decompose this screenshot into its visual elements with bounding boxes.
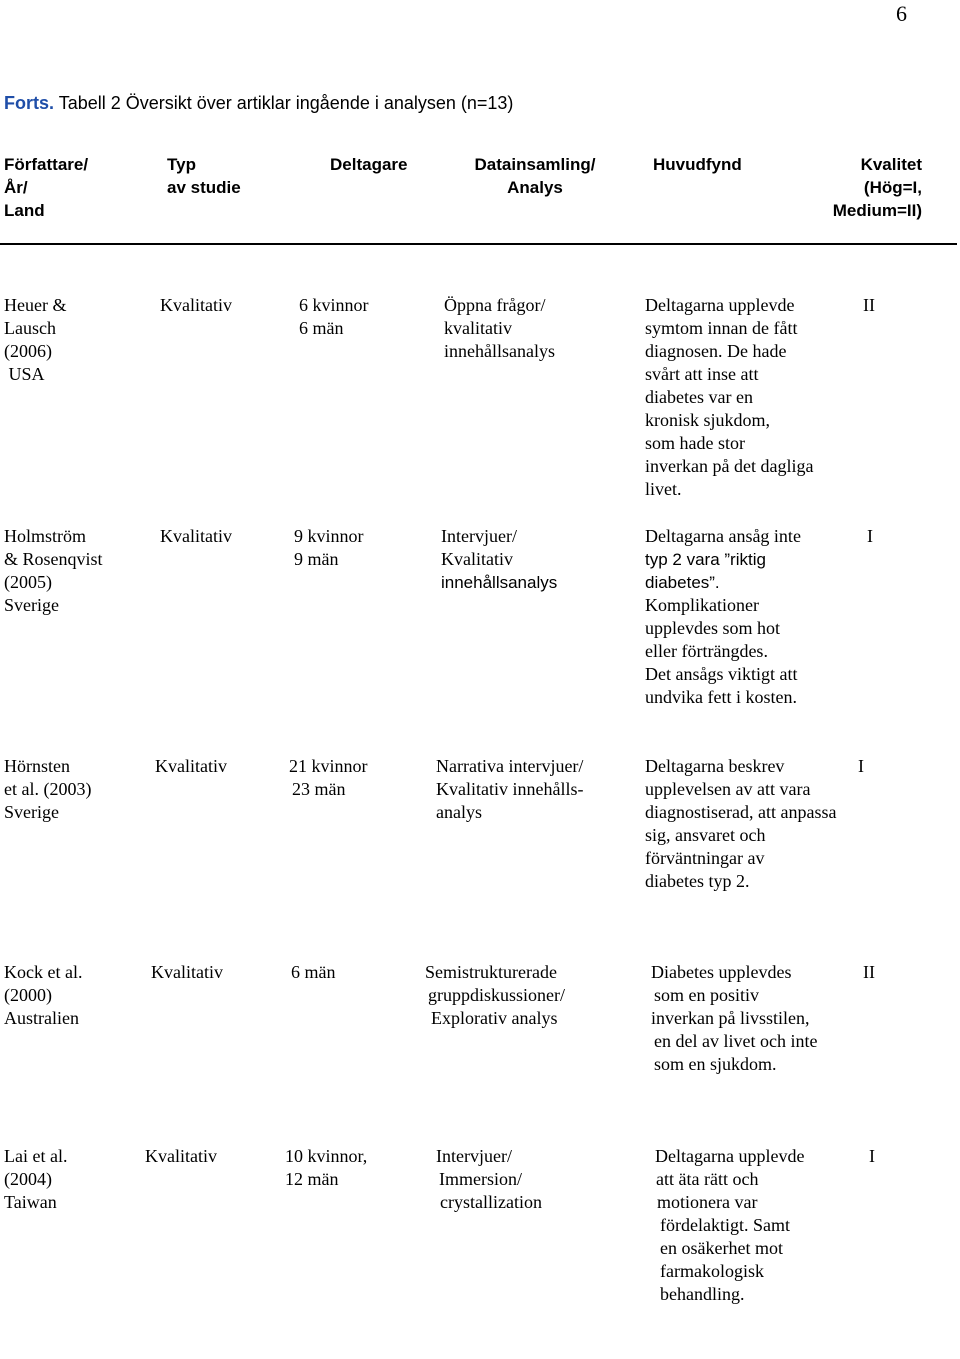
caption-prefix: Forts. xyxy=(4,93,55,113)
cell-participants xyxy=(299,294,369,340)
cell-line: Kvalitativ xyxy=(441,549,513,569)
cell-line: som hade stor xyxy=(645,433,745,453)
cell-method xyxy=(436,755,583,824)
table-caption xyxy=(4,92,513,115)
cell-type: Kvalitativ xyxy=(160,295,232,315)
cell-line: inverkan på livsstilen, xyxy=(651,1008,810,1028)
header-type-line: Typ xyxy=(167,155,196,174)
cell-author xyxy=(4,525,103,617)
cell-line: diabetes typ 2. xyxy=(645,871,750,891)
cell-line: Lausch xyxy=(4,318,56,338)
cell-line: som en positiv xyxy=(654,985,760,1005)
cell-line: Deltagarna ansåg inte xyxy=(645,526,801,546)
cell-participants xyxy=(294,525,364,571)
cell-findings xyxy=(645,755,836,893)
cell-line: som en sjukdom. xyxy=(654,1054,777,1074)
cell-line: en del av livet och inte xyxy=(654,1031,818,1051)
cell-line: Diabetes upplevdes xyxy=(651,962,792,982)
header-quality-line: Kvalitet xyxy=(860,155,922,174)
cell-line: Sverige xyxy=(4,802,59,822)
cell-findings xyxy=(645,525,801,709)
cell-line: Kock et al. xyxy=(4,962,83,982)
cell-line: innehållsanalys xyxy=(444,341,555,361)
cell-line: upplevdes som hot xyxy=(645,618,780,638)
cell-line: farmakologisk xyxy=(660,1261,764,1281)
header-findings-line: Huvudfynd xyxy=(653,155,742,174)
header-type xyxy=(167,153,241,199)
cell-findings xyxy=(651,961,817,1076)
cell-method xyxy=(444,294,555,363)
cell-type: Kvalitativ xyxy=(145,1146,217,1166)
cell-line: Deltagarna upplevde xyxy=(655,1146,805,1166)
cell-line: (2004) xyxy=(4,1169,52,1189)
cell-line: Hörnsten xyxy=(4,756,70,776)
cell-author xyxy=(4,755,91,824)
header-quality-line: Medium=II) xyxy=(832,201,922,220)
cell-line: analys xyxy=(436,802,482,822)
cell-line: 9 män xyxy=(294,549,339,569)
cell-line: & Rosenqvist xyxy=(4,549,103,569)
cell-line: Öppna frågor/ xyxy=(444,295,546,315)
cell-line: 9 kvinnor xyxy=(294,526,364,546)
cell-line: att äta rätt och xyxy=(656,1169,759,1189)
cell-quality: II xyxy=(863,295,875,315)
header-data-collection-line: Analys xyxy=(507,178,563,197)
cell-line: (2006) xyxy=(4,341,52,361)
cell-line: Narrativa intervjuer/ xyxy=(436,756,584,776)
cell-type: Kvalitativ xyxy=(155,756,227,776)
cell-line: 6 kvinnor xyxy=(299,295,369,315)
cell-line: et al. (2003) xyxy=(4,779,92,799)
cell-line: motionera var xyxy=(657,1192,758,1212)
cell-line: Kvalitativ innehålls- xyxy=(436,779,584,799)
cell-line: kvalitativ xyxy=(444,318,512,338)
cell-line: Holmström xyxy=(4,526,87,546)
cell-line: livet. xyxy=(645,479,682,499)
header-participants-line: Deltagare xyxy=(330,155,408,174)
page-number: 6 xyxy=(896,1,907,26)
header-author-line: Land xyxy=(4,201,45,220)
cell-line: USA xyxy=(4,364,45,384)
cell-line: sig, ansvaret och xyxy=(645,825,766,845)
cell-participants xyxy=(285,1145,367,1191)
cell-line: en osäkerhet mot xyxy=(660,1238,783,1258)
cell-line: upplevelsen av att vara xyxy=(645,779,811,799)
cell-line: 12 män xyxy=(285,1169,339,1189)
cell-line: diagnosen. De hade xyxy=(645,341,787,361)
cell-author xyxy=(4,1145,67,1214)
header-findings xyxy=(653,153,742,176)
cell-line: Intervjuer/ xyxy=(436,1146,512,1166)
cell-line: behandling. xyxy=(660,1284,745,1304)
cell-line: symtom innan de fått xyxy=(645,318,798,338)
header-author xyxy=(4,153,88,222)
header-data-collection-line: Datainsamling/ xyxy=(474,155,596,174)
cell-line: gruppdiskussioner/ xyxy=(428,985,565,1005)
header-quality-line: (Hög=I, xyxy=(863,178,922,197)
cell-participants xyxy=(289,755,368,801)
cell-line: Deltagarna beskrev xyxy=(645,756,785,776)
cell-line: 10 kvinnor, xyxy=(285,1146,368,1166)
cell-line: diabetes”. xyxy=(645,573,720,592)
cell-line: 6 män xyxy=(291,962,336,982)
header-participants xyxy=(330,153,407,176)
cell-line: Immersion/ xyxy=(439,1169,522,1189)
cell-line: Det ansågs viktigt att xyxy=(645,664,798,684)
cell-participants xyxy=(291,961,336,984)
cell-line: Heuer & xyxy=(4,295,67,315)
header-data-collection xyxy=(462,153,608,199)
cell-line: Semistrukturerade xyxy=(425,962,557,982)
cell-line: 23 män xyxy=(292,779,346,799)
header-rule xyxy=(0,243,957,245)
cell-line: crystallization xyxy=(440,1192,542,1212)
cell-line: fördelaktigt. Samt xyxy=(660,1215,790,1235)
cell-method xyxy=(441,525,557,594)
cell-line: diagnostiserad, att anpassa xyxy=(645,802,837,822)
header-quality xyxy=(800,153,922,222)
cell-findings xyxy=(645,294,813,501)
cell-line: innehållsanalys xyxy=(441,573,558,592)
cell-line: svårt att inse att xyxy=(645,364,759,384)
cell-line: kronisk sjukdom, xyxy=(645,410,771,430)
cell-quality: II xyxy=(863,962,875,982)
cell-type: Kvalitativ xyxy=(160,526,232,546)
cell-line: 21 kvinnor xyxy=(289,756,368,776)
cell-line: diabetes var en xyxy=(645,387,753,407)
header-type-line: av studie xyxy=(167,178,241,197)
cell-line: 6 män xyxy=(299,318,344,338)
header-author-line: Författare/ xyxy=(4,155,89,174)
cell-line: undvika fett i kosten. xyxy=(645,687,797,707)
cell-line: typ 2 vara ”riktig xyxy=(645,550,766,569)
cell-type: Kvalitativ xyxy=(151,962,223,982)
cell-author xyxy=(4,961,82,1030)
cell-line: (2000) xyxy=(4,985,52,1005)
cell-author xyxy=(4,294,66,386)
cell-findings xyxy=(655,1145,804,1306)
cell-line: Komplikationer xyxy=(645,595,759,615)
cell-line: Intervjuer/ xyxy=(441,526,517,546)
cell-quality: I xyxy=(858,756,864,776)
header-author-line: År/ xyxy=(4,178,28,197)
cell-line: Taiwan xyxy=(4,1192,57,1212)
cell-line: förväntningar av xyxy=(645,848,765,868)
cell-quality: I xyxy=(869,1146,875,1166)
cell-line: inverkan på det dagliga xyxy=(645,456,814,476)
cell-quality: I xyxy=(867,526,873,546)
cell-line: Deltagarna upplevde xyxy=(645,295,795,315)
cell-line: eller förträngdes. xyxy=(645,641,768,661)
cell-method xyxy=(436,1145,542,1214)
cell-method xyxy=(425,961,565,1030)
cell-line: Australien xyxy=(4,1008,79,1028)
cell-line: (2005) xyxy=(4,572,52,592)
caption-text: Tabell 2 Översikt över artiklar ingående i analysen (n=13) xyxy=(54,93,514,113)
cell-line: Lai et al. xyxy=(4,1146,68,1166)
cell-line: Sverige xyxy=(4,595,59,615)
cell-line: Explorativ analys xyxy=(431,1008,558,1028)
